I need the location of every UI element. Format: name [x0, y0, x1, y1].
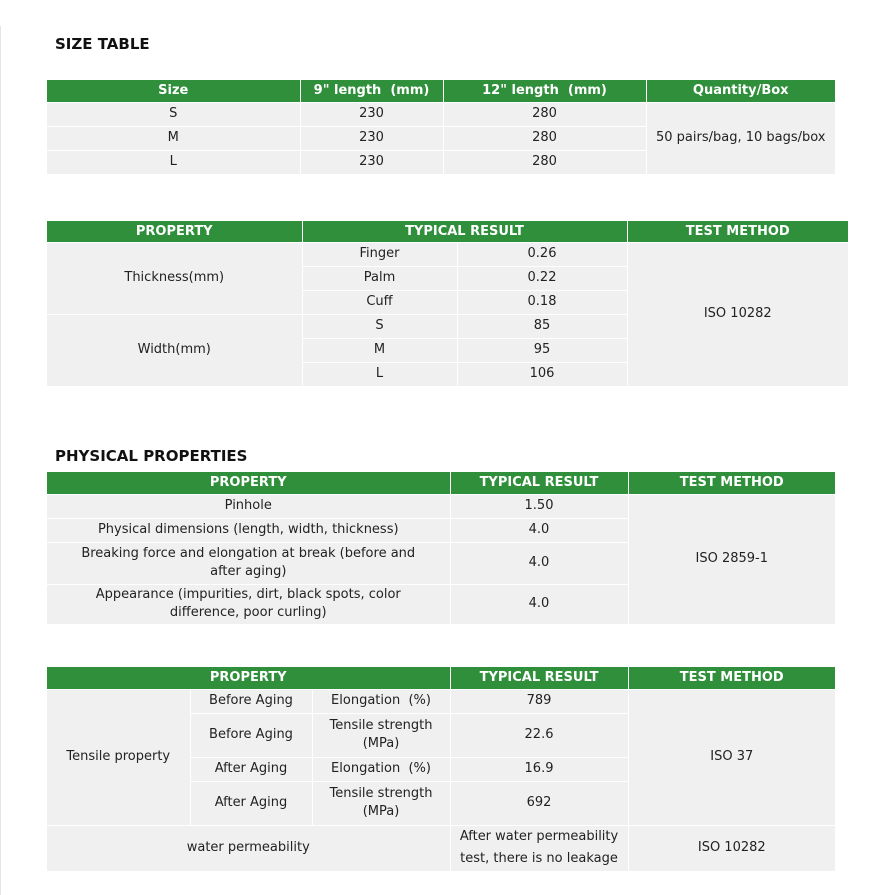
thickness-label: Thickness(mm) [47, 242, 302, 314]
part-cell: Finger [302, 242, 457, 266]
stage-cell: After Aging [190, 781, 312, 825]
quantity-cell: 50 pairs/bag, 10 bags/box [646, 102, 835, 174]
metric-cell: Elongation (%) [312, 689, 450, 713]
size-table [47, 80, 835, 174]
result-cell: 692 [450, 781, 628, 825]
size-header: Size [47, 80, 300, 102]
part-cell: Cuff [302, 290, 457, 314]
width-label: Width(mm) [47, 314, 302, 386]
quantity-header: Quantity/Box [646, 80, 835, 102]
length-9-header: 9" length (mm) [300, 80, 443, 102]
page-left-edge [0, 26, 1, 895]
result-cell: 4.0 [450, 584, 628, 624]
table-row [47, 494, 835, 518]
length-12-header: 12" length (mm) [443, 80, 646, 102]
part-cell: L [302, 362, 457, 386]
property-cell: Breaking force and elongation at break (before and after aging) [47, 542, 450, 584]
length-9-cell: 230 [300, 126, 443, 150]
table-row [47, 689, 835, 713]
stage-cell: Before Aging [190, 713, 312, 757]
test-method-header: TEST METHOD [628, 667, 835, 689]
value-cell: 0.18 [457, 290, 627, 314]
value-cell: 85 [457, 314, 627, 338]
water-permeability-method: ISO 10282 [628, 825, 835, 871]
physical-properties-heading: PHYSICAL PROPERTIES [55, 447, 248, 465]
water-permeability-label: water permeability [47, 825, 450, 871]
physical-table [47, 472, 835, 624]
stage-cell: Before Aging [190, 689, 312, 713]
test-method-cell: ISO 37 [628, 689, 835, 825]
size-cell: S [47, 102, 300, 126]
dimension-table [47, 221, 848, 386]
result-cell: 789 [450, 689, 628, 713]
test-method-cell: ISO 2859-1 [628, 494, 835, 624]
value-cell: 95 [457, 338, 627, 362]
typical-result-header: TYPICAL RESULT [302, 221, 627, 242]
test-method-header: TEST METHOD [627, 221, 848, 242]
size-table-heading: SIZE TABLE [55, 35, 150, 53]
typical-result-header: TYPICAL RESULT [450, 472, 628, 494]
size-cell: L [47, 150, 300, 174]
length-12-cell: 280 [443, 126, 646, 150]
property-header: PROPERTY [47, 667, 450, 689]
typical-result-header: TYPICAL RESULT [450, 667, 628, 689]
metric-cell: Tensile strength (MPa) [312, 781, 450, 825]
metric-cell: Tensile strength (MPa) [312, 713, 450, 757]
result-cell: 22.6 [450, 713, 628, 757]
part-cell: Palm [302, 266, 457, 290]
property-header: PROPERTY [47, 472, 450, 494]
length-12-cell: 280 [443, 150, 646, 174]
length-12-cell: 280 [443, 102, 646, 126]
value-cell: 0.26 [457, 242, 627, 266]
property-cell: Appearance (impurities, dirt, black spots, color difference, poor curling) [47, 584, 450, 624]
part-cell: S [302, 314, 457, 338]
table-row [47, 102, 835, 126]
result-cell: 16.9 [450, 757, 628, 781]
test-method-cell: ISO 10282 [627, 242, 848, 386]
size-cell: M [47, 126, 300, 150]
tensile-property-label: Tensile property [47, 689, 190, 825]
property-cell: Physical dimensions (length, width, thickness) [47, 518, 450, 542]
result-cell: 4.0 [450, 542, 628, 584]
property-cell: Pinhole [47, 494, 450, 518]
table-row [47, 825, 835, 871]
length-9-cell: 230 [300, 150, 443, 174]
property-header: PROPERTY [47, 221, 302, 242]
tensile-table [47, 667, 835, 871]
part-cell: M [302, 338, 457, 362]
stage-cell: After Aging [190, 757, 312, 781]
value-cell: 106 [457, 362, 627, 386]
water-permeability-result: After water permeability test, there is no leakage [450, 825, 628, 871]
result-cell: 1.50 [450, 494, 628, 518]
value-cell: 0.22 [457, 266, 627, 290]
metric-cell: Elongation (%) [312, 757, 450, 781]
result-cell: 4.0 [450, 518, 628, 542]
table-row [47, 242, 848, 266]
test-method-header: TEST METHOD [628, 472, 835, 494]
length-9-cell: 230 [300, 102, 443, 126]
